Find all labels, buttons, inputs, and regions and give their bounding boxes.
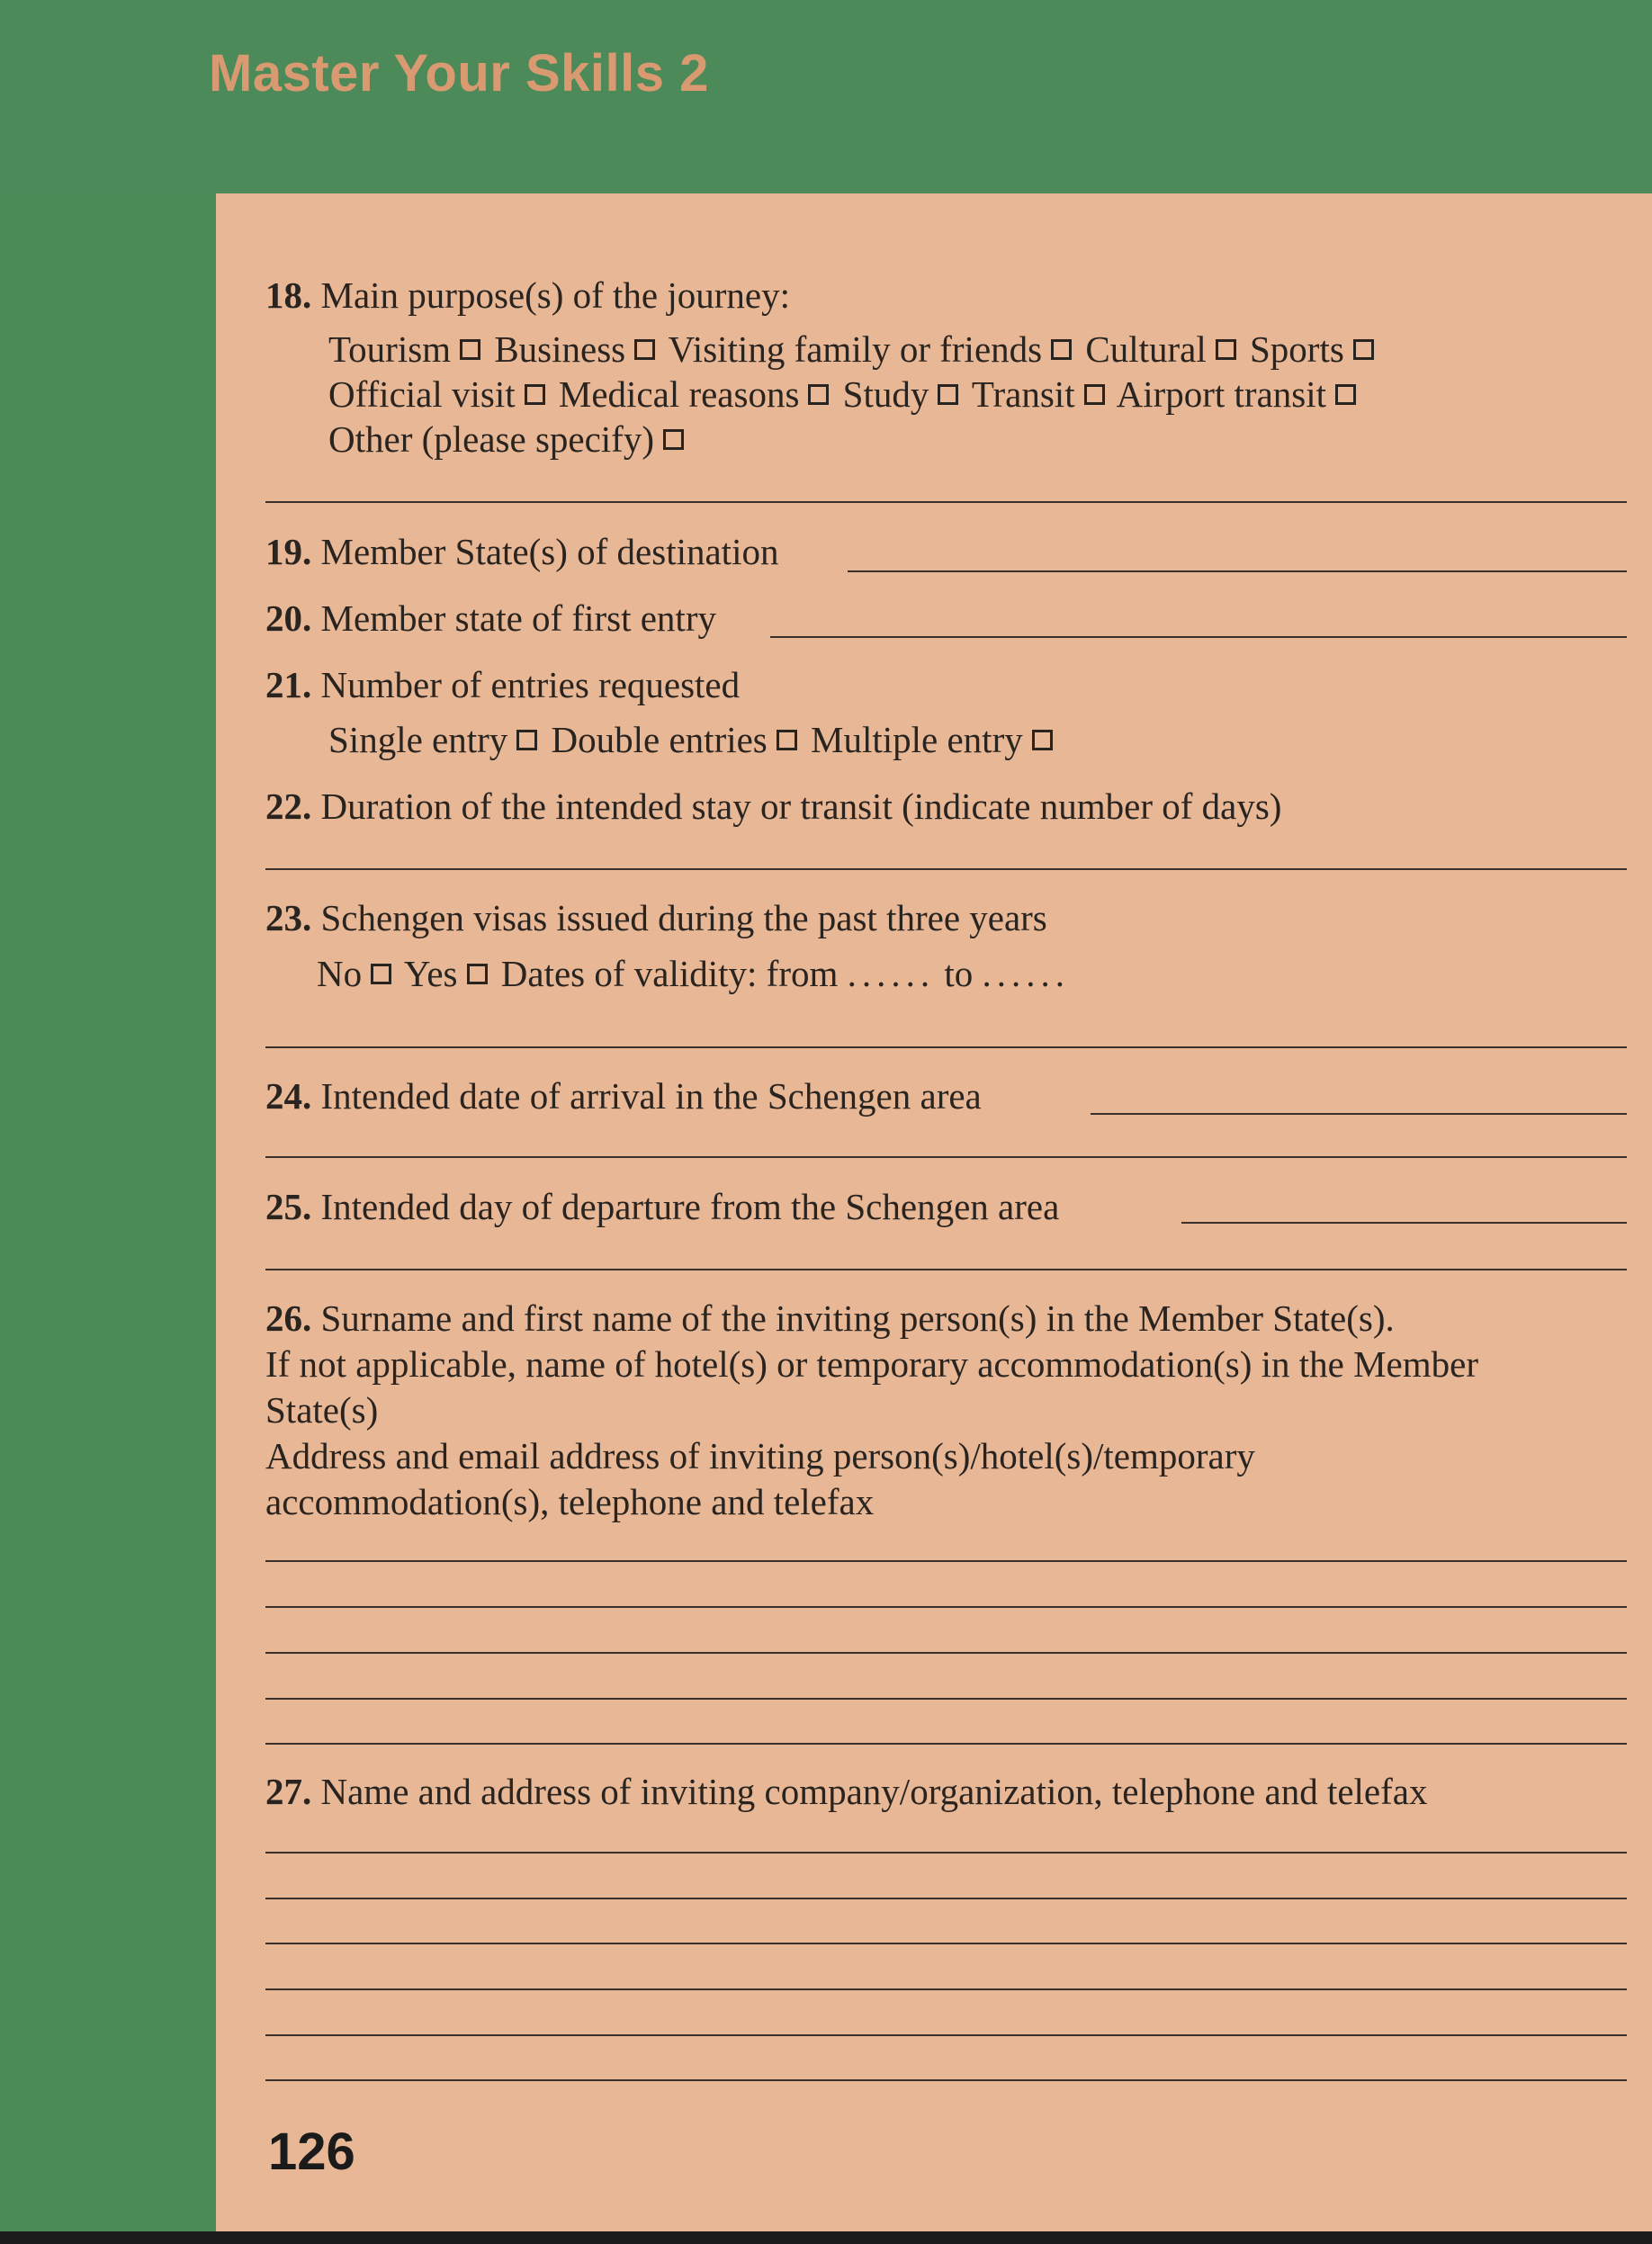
page-number: 126 (268, 2123, 355, 2181)
option-multiple-entry-label: Multiple entry (811, 719, 1023, 760)
answer-line[interactable] (265, 1156, 1627, 1158)
option-double-entries-label: Double entries (551, 719, 768, 760)
answer-line[interactable] (265, 2079, 1627, 2081)
option-yes-label: Yes (403, 953, 458, 994)
question-label: Duration of the intended stay or transit (indicate number of days) (320, 785, 1282, 827)
answer-line[interactable] (265, 1046, 1627, 1048)
validity-label: Dates of validity: from (500, 953, 839, 994)
double-entries-checkbox[interactable] (777, 730, 797, 750)
question-label: Member state of first entry (320, 597, 716, 639)
question-22 (265, 784, 1281, 830)
question-24 (265, 1073, 982, 1119)
question-25 (265, 1184, 1059, 1230)
question-text-line: If not applicable, name of hotel(s) or temporary accommodation(s) in the Member (265, 1343, 1478, 1385)
question-text-line: State(s) (265, 1389, 379, 1431)
question-label: Number of entries requested (320, 664, 741, 705)
option-visiting-label: Visiting family or friends (668, 328, 1043, 370)
departure-date-answer-line[interactable] (1181, 1222, 1627, 1224)
bottom-edge (0, 2231, 1652, 2244)
validity-from-field[interactable]: ...... (847, 953, 936, 994)
multiple-entry-checkbox[interactable] (1032, 730, 1053, 750)
business-checkbox[interactable] (634, 339, 655, 360)
visiting-checkbox[interactable] (1051, 339, 1072, 360)
answer-line[interactable] (265, 2034, 1627, 2036)
transit-checkbox[interactable] (1084, 384, 1105, 405)
option-single-entry-label: Single entry (328, 719, 508, 760)
no-checkbox[interactable] (371, 964, 391, 984)
question-number: 27. (265, 1771, 312, 1812)
answer-line[interactable] (265, 1698, 1627, 1700)
answer-line[interactable] (265, 1652, 1627, 1654)
question-19 (265, 529, 778, 575)
question-number: 25. (265, 1186, 312, 1227)
question-number: 20. (265, 597, 312, 639)
question-number: 19. (265, 531, 312, 572)
option-study-label: Study (842, 373, 929, 415)
single-entry-checkbox[interactable] (516, 730, 537, 750)
option-official-visit-label: Official visit (328, 373, 516, 415)
option-transit-label: Transit (971, 373, 1075, 415)
cultural-checkbox[interactable] (1216, 339, 1236, 360)
validity-to-field[interactable]: ...... (982, 953, 1071, 994)
medical-checkbox[interactable] (808, 384, 829, 405)
question-27 (265, 1769, 1427, 1815)
question-number: 18. (265, 274, 312, 316)
answer-line[interactable] (265, 1988, 1627, 1990)
schengen-visa-options-row (317, 952, 1070, 995)
duration-answer-line[interactable] (265, 868, 1627, 870)
study-checkbox[interactable] (938, 384, 958, 405)
purpose-options-row-1 (328, 328, 1378, 371)
option-other-label: Other (please specify) (328, 418, 654, 460)
question-number: 26. (265, 1297, 312, 1339)
answer-line[interactable] (265, 1560, 1627, 1562)
option-cultural-label: Cultural (1085, 328, 1207, 370)
arrival-date-answer-line[interactable] (1091, 1113, 1627, 1115)
destination-answer-line[interactable] (848, 570, 1627, 572)
question-text-line: Surname and first name of the inviting person(s) in the Member State(s). (320, 1297, 1395, 1339)
option-sports-label: Sports (1249, 328, 1344, 370)
book-title: Master Your Skills 2 (209, 44, 709, 103)
answer-line[interactable] (265, 1898, 1627, 1899)
question-label: Name and address of inviting company/organization, telephone and telefax (320, 1771, 1428, 1812)
answer-line[interactable] (265, 1852, 1627, 1854)
option-airport-transit-label: Airport transit (1116, 373, 1327, 415)
option-business-label: Business (494, 328, 626, 370)
tourism-checkbox[interactable] (460, 339, 480, 360)
question-number: 22. (265, 785, 312, 827)
left-margin-band (0, 193, 216, 2244)
question-20 (265, 596, 716, 642)
answer-line[interactable] (265, 1943, 1627, 1944)
option-tourism-label: Tourism (328, 328, 452, 370)
question-number: 24. (265, 1075, 312, 1117)
question-label: Intended day of departure from the Schengen area (320, 1186, 1060, 1227)
purpose-options-row-3 (328, 417, 688, 461)
question-label: Member State(s) of destination (320, 531, 779, 572)
question-label: Schengen visas issued during the past three years (320, 897, 1047, 938)
answer-line[interactable] (265, 1606, 1627, 1608)
first-entry-answer-line[interactable] (770, 636, 1627, 638)
answer-line[interactable] (265, 1269, 1627, 1270)
answer-line[interactable] (265, 1743, 1627, 1745)
airport-transit-checkbox[interactable] (1335, 384, 1356, 405)
question-text-line: accommodation(s), telephone and telefax (265, 1481, 875, 1522)
question-number: 23. (265, 897, 312, 938)
other-checkbox[interactable] (663, 429, 684, 450)
question-label: Main purpose(s) of the journey: (320, 274, 790, 316)
option-no-label: No (317, 953, 363, 994)
question-number: 21. (265, 664, 312, 705)
official-visit-checkbox[interactable] (525, 384, 545, 405)
purpose-options-row-2 (328, 373, 1360, 416)
entries-options-row (328, 718, 1057, 761)
question-text-line: Address and email address of inviting person(s)/hotel(s)/temporary (265, 1435, 1255, 1477)
answer-line[interactable] (265, 501, 1627, 503)
question-21 (265, 662, 740, 708)
question-label: Intended date of arrival in the Schengen area (320, 1075, 982, 1117)
validity-to-label: to (944, 953, 974, 994)
question-23 (265, 895, 1047, 941)
option-medical-label: Medical reasons (558, 373, 800, 415)
sports-checkbox[interactable] (1353, 339, 1374, 360)
question-18 (265, 273, 790, 319)
question-26 (265, 1296, 1478, 1525)
yes-checkbox[interactable] (467, 964, 488, 984)
